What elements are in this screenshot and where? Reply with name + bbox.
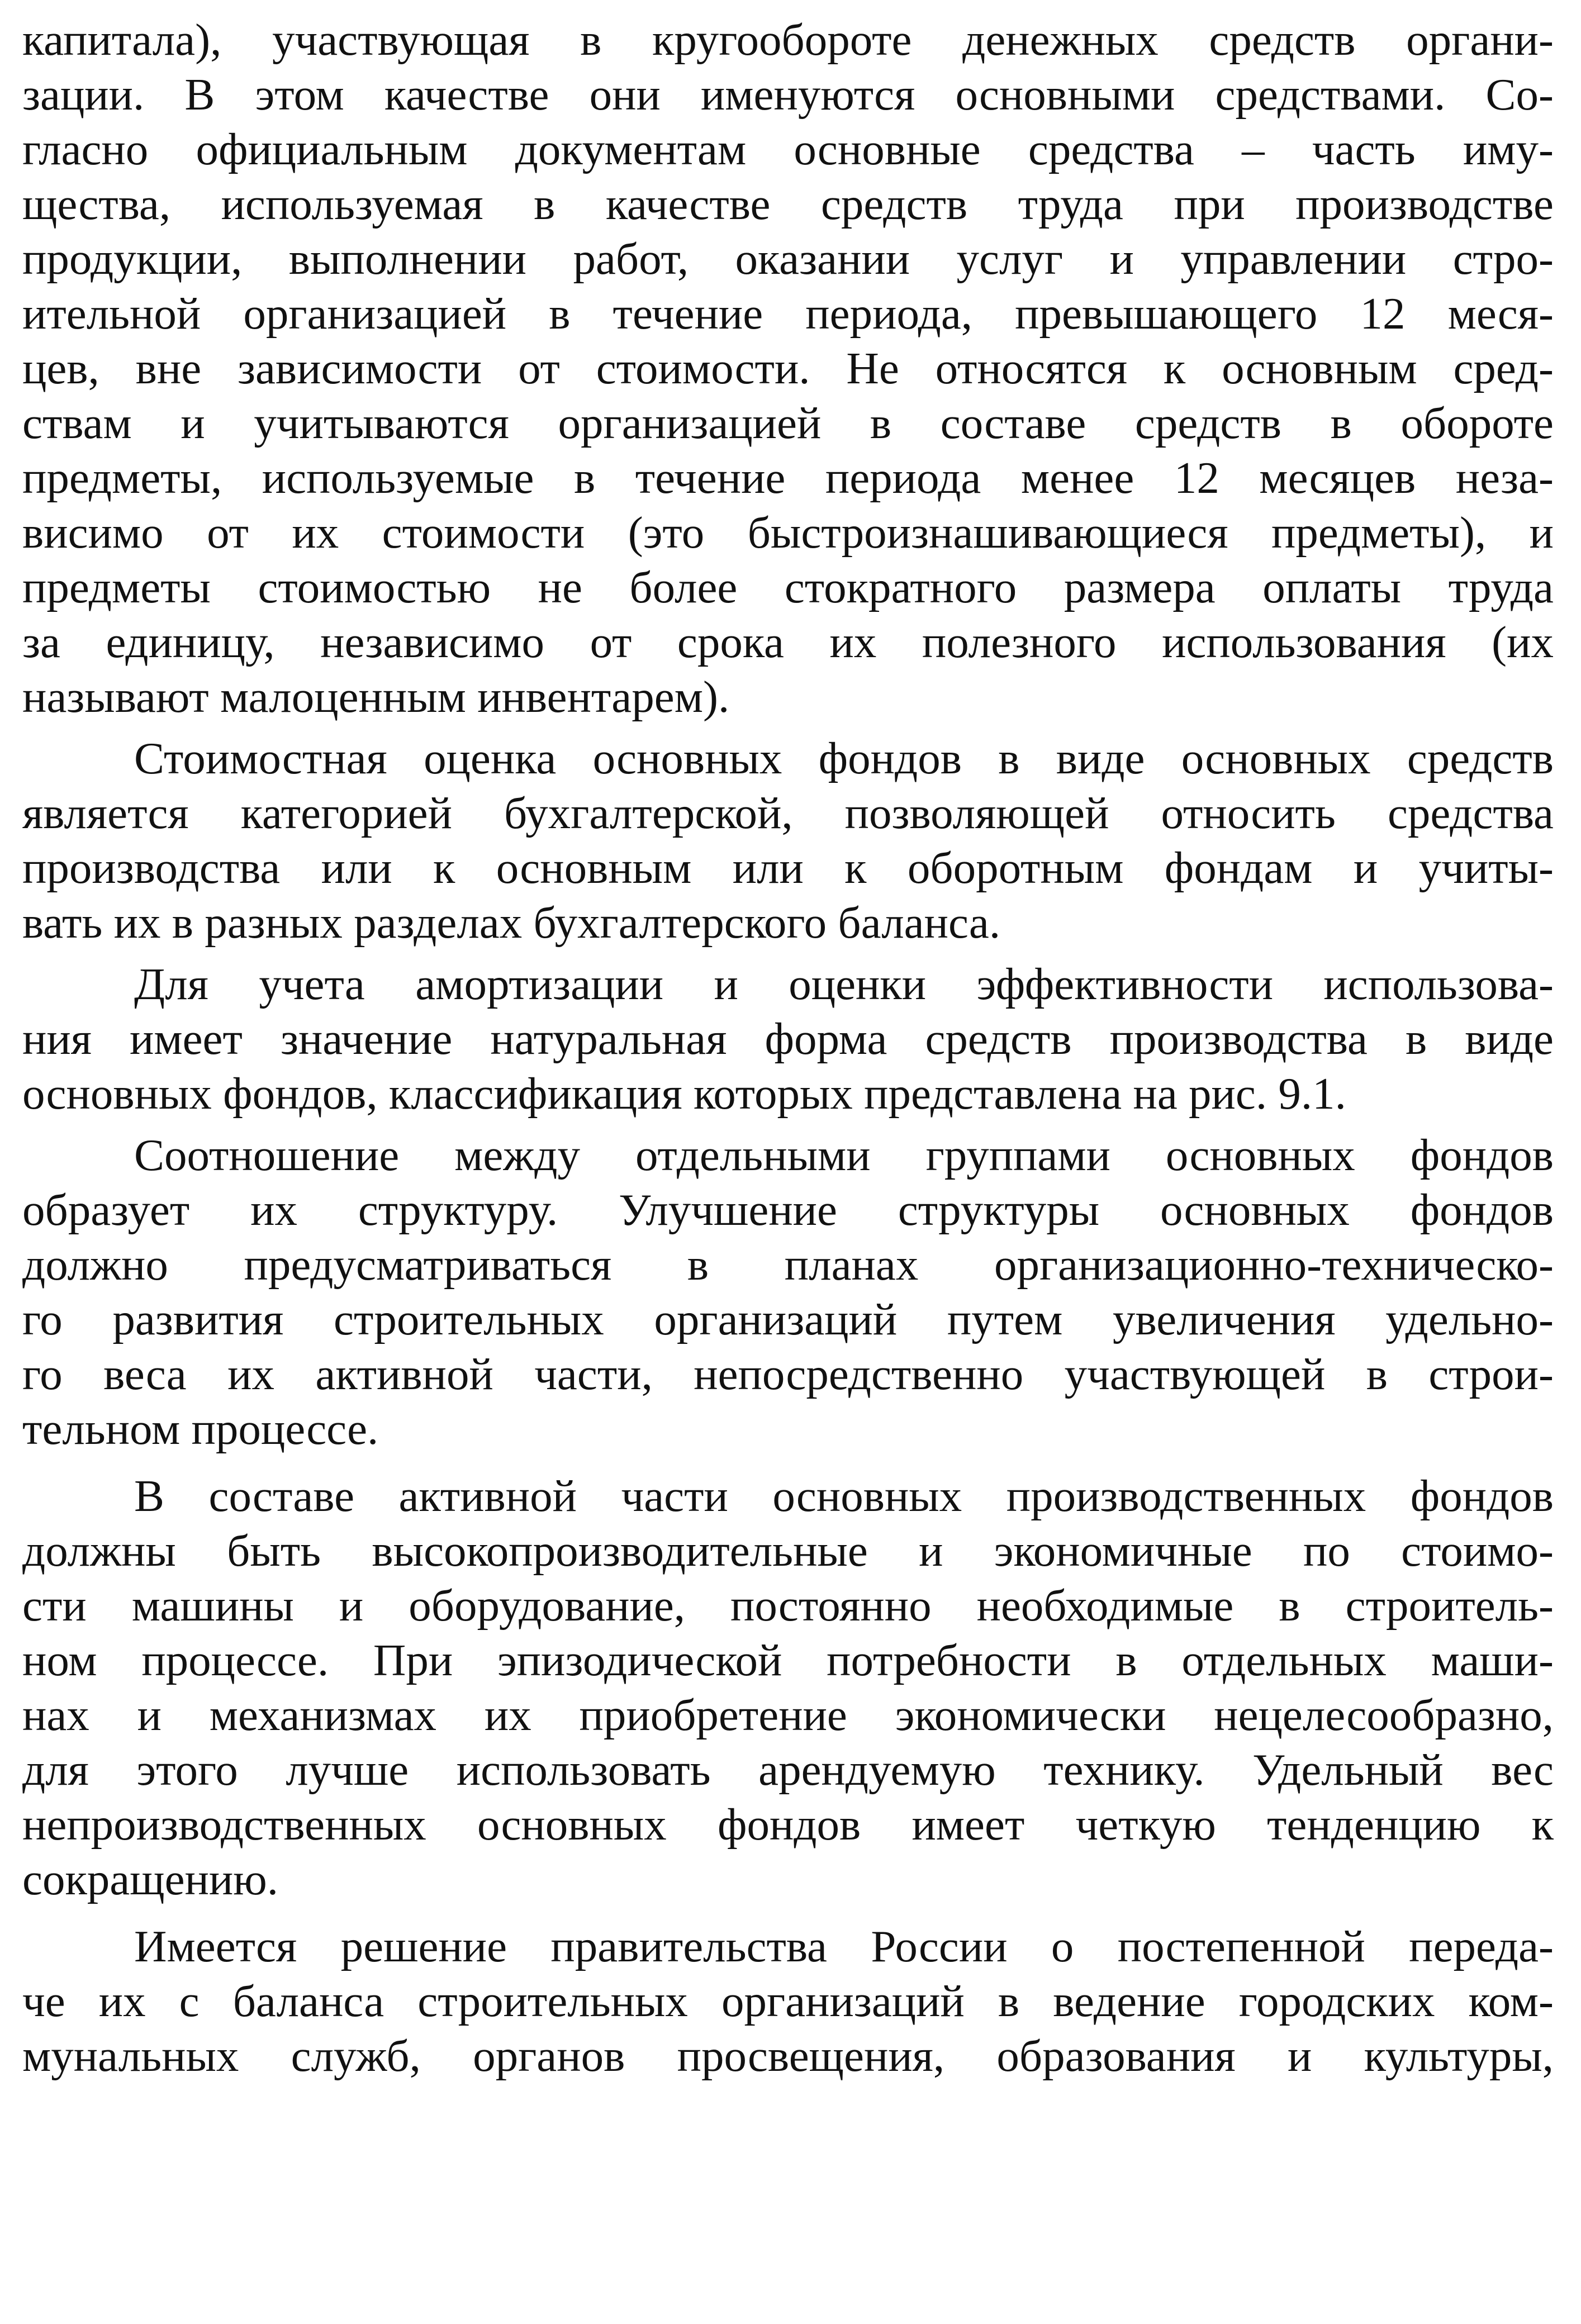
text-line: сокращению. (22, 1854, 279, 1904)
text-line: капитала), участвующая в кругообороте денежных средств органи- (22, 15, 1554, 65)
text-line: тельном процессе. (22, 1404, 379, 1454)
text-line: нах и механизмах их приобретение экономически нецелесообразно, (22, 1690, 1554, 1740)
text-line: мунальных служб, органов просвещения, образования и культуры, (22, 2031, 1554, 2081)
text-line: образует их структуру. Улучшение структуры основных фондов (22, 1185, 1554, 1235)
text-line: ния имеет значение натуральная форма средств производства в виде (22, 1014, 1554, 1064)
text-line: го развития строительных организаций путем увеличения удельно- (22, 1294, 1554, 1344)
text-line: является категорией бухгалтерской, позволяющей относить средства (22, 788, 1554, 838)
text-line: щества, используемая в качестве средств труда при производстве (22, 179, 1554, 229)
text-line: го веса их активной части, непосредственно участвующей в строи- (22, 1349, 1554, 1399)
paragraph-6 (22, 1919, 1554, 2083)
text-line: сти машины и оборудование, постоянно необходимые в строитель- (22, 1580, 1554, 1631)
text-line: зации. В этом качестве они именуются основными средствами. Со- (22, 69, 1554, 120)
paragraph-5 (22, 1468, 1554, 1907)
text-line: висимо от их стоимости (это быстроизнашивающиеся предметы), и (22, 507, 1554, 558)
text-line: должны быть высокопроизводительные и экономичные по стоимо- (22, 1525, 1554, 1576)
text-line: Соотношение между отдельными группами основных фондов (134, 1130, 1554, 1180)
text-line: гласно официальным документам основные средства – часть иму- (22, 124, 1554, 174)
paragraph-2 (22, 731, 1554, 950)
text-line: ном процессе. При эпизодической потребности в отдельных маши- (22, 1635, 1554, 1685)
text-line: ствам и учитываются организацией в составе средств в обороте (22, 398, 1554, 448)
paragraph-1 (22, 12, 1554, 724)
text-line: предметы, используемые в течение периода менее 12 месяцев неза- (22, 453, 1554, 503)
text-line: предметы стоимостью не более стократного размера оплаты труда (22, 562, 1554, 612)
text-line: производства или к основным или к оборотным фондам и учиты- (22, 843, 1554, 893)
text-line: цев, вне зависимости от стоимости. Не относятся к основным сред- (22, 343, 1554, 393)
text-line: продукции, выполнении работ, оказании услуг и управлении стро- (22, 234, 1554, 284)
text-line: ительной организацией в течение периода, превышающего 12 меся- (22, 288, 1554, 339)
text-line: должно предусматриваться в планах организационно-техническо- (22, 1239, 1554, 1290)
text-line: для этого лучше использовать арендуемую технику. Удельный вес (22, 1745, 1554, 1795)
text-line: В составе активной части основных производственных фондов (134, 1471, 1554, 1521)
text-line: за единицу, независимо от срока их полезного использования (их (22, 617, 1554, 667)
text-line: непроизводственных основных фондов имеет четкую тенденцию к (22, 1799, 1554, 1850)
text-line: Имеется решение правительства России о постепенной переда- (134, 1921, 1554, 1971)
text-line: основных фондов, классификация которых представлена на рис. 9.1. (22, 1068, 1346, 1119)
text-line: Для учета амортизации и оценки эффективности использова- (134, 959, 1554, 1009)
paragraph-4 (22, 1128, 1554, 1456)
text-line: называют малоценным инвентарем). (22, 672, 730, 722)
paragraph-3 (22, 957, 1554, 1121)
text-line: че их с баланса строительных организаций в ведение городских ком- (22, 1976, 1554, 2026)
text-line: вать их в разных разделах бухгалтерского баланса. (22, 897, 1001, 948)
text-line: Стоимостная оценка основных фондов в виде основных средств (134, 733, 1554, 783)
document-page (22, 0, 1554, 2324)
